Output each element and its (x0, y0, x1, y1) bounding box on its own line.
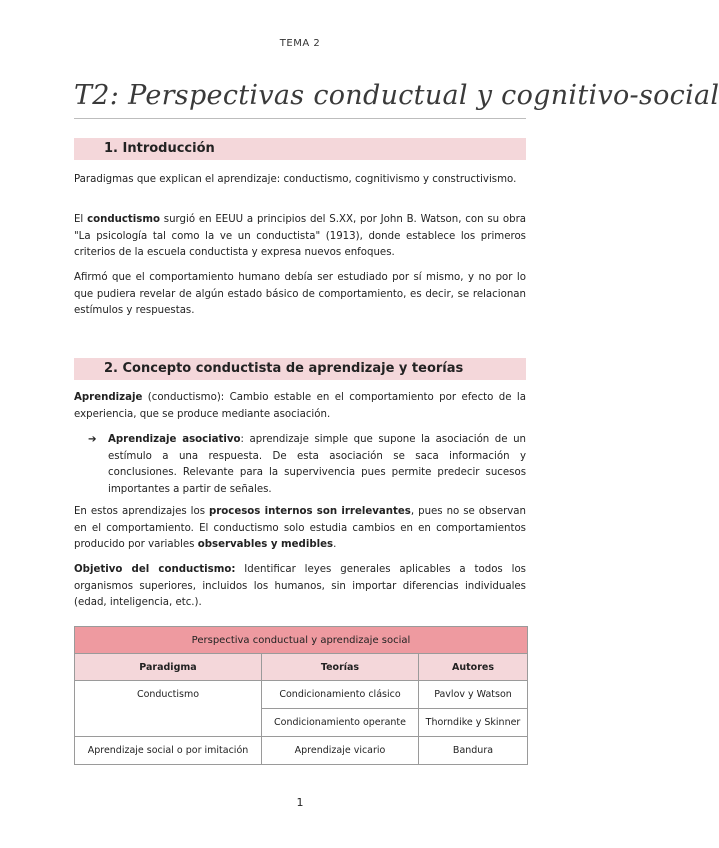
table-row (75, 737, 528, 765)
bullet-bold: Aprendizaje asociativo (108, 434, 241, 445)
concept-p3-post: Identificar leyes generales aplicables a todos los organismos superiores, incluidos los humanos, sin importar diferencias individuales (edad, inteligencia, etc.). (74, 564, 526, 608)
table-row (75, 681, 528, 709)
arrow-icon: ➔ (88, 434, 97, 445)
concept-p2-end: . (333, 539, 337, 550)
intro-p2-pre: El (74, 214, 88, 225)
title-underline (74, 118, 526, 119)
table-cell-theory: Aprendizaje vicario (262, 737, 419, 765)
table-cell-theory: Condicionamiento operante (262, 709, 419, 737)
section-heading-concepto: 2. Concepto conductista de aprendizaje y teorías (74, 358, 526, 380)
table-cell-author: Thorndike y Skinner (419, 709, 528, 737)
table-cell-paradigm: Aprendizaje social o por imitación (75, 737, 262, 765)
table-cell-paradigm: Conductismo (75, 681, 262, 737)
table-title: Perspectiva conductual y aprendizaje social (75, 627, 528, 654)
table-title-row (75, 627, 528, 654)
column-header-paradigma: Paradigma (75, 654, 262, 681)
concept-p2-bold1: procesos internos son irrelevantes (208, 506, 411, 517)
summary-table (74, 626, 528, 765)
concept-p2-bold2: observables y medibles (197, 539, 334, 550)
concept-paragraph-2 (74, 504, 526, 554)
bullet-aprendizaje-asociativo (88, 432, 526, 498)
section-heading-introduccion: 1. Introducción (74, 138, 526, 160)
concept-paragraph-3 (74, 562, 526, 612)
intro-paragraph-2 (74, 212, 526, 262)
column-header-teorias: Teorías (262, 654, 419, 681)
document-title: T2: Perspectivas conductual y cognitivo-social (74, 80, 719, 111)
table-cell-theory: Condicionamiento clásico (262, 681, 419, 709)
concept-p2-mid: , pues no se observan en el comportamiento. El conductismo solo estudia cambios en en comportamientos producido por variables (74, 506, 526, 550)
concept-p1-post: (conductismo): Cambio estable en el comportamiento por efecto de la experiencia, que se produce mediante asociación. (74, 392, 526, 420)
concept-p3-bold: Objetivo del conductismo: (74, 564, 236, 575)
concept-p2-pre: En estos aprendizajes los (74, 506, 209, 517)
concept-paragraph-1 (74, 390, 526, 423)
page-header: TEMA 2 (279, 38, 321, 49)
intro-p2-bold: conductismo (87, 214, 160, 225)
column-header-autores: Autores (419, 654, 528, 681)
intro-paragraph-3: Afirmó que el comportamiento humano debía ser estudiado por sí mismo, y no por lo que pudiera revelar de algún estado básico de comportamiento, es decir, se relacionan estímulos y respuestas. (74, 272, 526, 316)
page-number: 1 (296, 796, 304, 809)
bullet-text (108, 432, 526, 498)
table-cell-author: Pavlov y Watson (419, 681, 528, 709)
table-header-row (75, 654, 528, 681)
bullet-post: : aprendizaje simple que supone la asociación de un estímulo a una respuesta. De esta asociación se saca información y conclusiones. Relevante para la supervivencia pues permite predecir sucesos importantes a partir de señales. (108, 434, 526, 495)
concept-p1-bold: Aprendizaje (74, 392, 143, 403)
intro-p2-post: surgió en EEUU a principios del S.XX, por John B. Watson, con su obra "La psicología tal como la ve un conductista" (1913), donde establece los primeros criterios de la escuela conductista y expresa nuevos enfoques. (74, 214, 526, 258)
intro-paragraph-1: Paradigmas que explican el aprendizaje: conductismo, cognitivismo y constructivismo. (74, 174, 517, 185)
table-cell-author: Bandura (419, 737, 528, 765)
